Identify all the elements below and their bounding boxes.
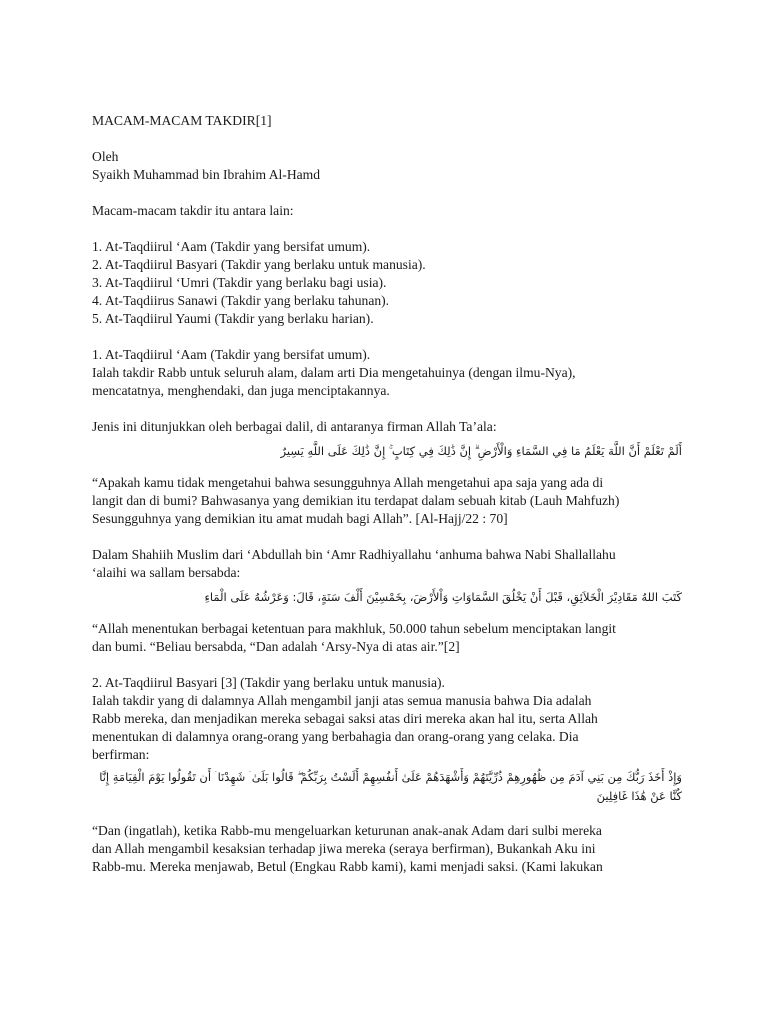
translation-text: dan bumi. “Beliau bersabda, “Dan adalah ‘Arsy-Nya di atas air.”[2] [92, 639, 460, 654]
list-item: 5. At-Taqdiirul Yaumi (Takdir yang berlaku harian). [92, 311, 374, 326]
section1-heading: 1. At-Taqdiirul ‘Aam (Takdir yang bersifat umum). [92, 347, 371, 362]
document-title: MACAM-MACAM TAKDIR[1] [92, 113, 272, 128]
intro-text: Macam-macam takdir itu antara lain: [92, 203, 294, 218]
list-item: 3. At-Taqdiirul ‘Umri (Takdir yang berlaku bagi usia). [92, 275, 387, 290]
list-item: 2. At-Taqdiirul Basyari (Takdir yang berlaku untuk manusia). [92, 257, 426, 272]
translation-text: “Allah menentukan berbagai ketentuan para makhluk, 50.000 tahun sebelum menciptakan langit [92, 621, 616, 636]
arabic-hadith: كَتَبَ اللهُ مَقَادِيْرَ الْخَلاَئِقِ، قَبْلَ أَنْ يَخْلُقَ السَّمَاوَاتِ وَاْلأَرْضَ، بِخَمْسِيْنَ أَلْفَ سَنَةٍ، قَالَ: وَعَرْشُهُ عَلَى الْمَاءِ [204, 590, 682, 604]
spacer [92, 130, 682, 148]
spacer [92, 612, 682, 620]
spacer [92, 220, 682, 238]
section1-text: Ialah takdir Rabb untuk seluruh alam, dalam arti Dia mengetahuinya (dengan ilmu-Nya), [92, 365, 576, 380]
spacer [92, 656, 682, 674]
author-prefix: Oleh [92, 149, 119, 164]
dalil-intro: Jenis ini ditunjukkan oleh berbagai dalil, di antaranya firman Allah Ta’ala: [92, 419, 497, 434]
translation-text: Rabb-mu. Mereka menjawab, Betul (Engkau Rabb kami), kami menjadi saksi. (Kami lakukan [92, 859, 603, 874]
section2-heading: 2. At-Taqdiirul Basyari [3] (Takdir yang berlaku untuk manusia). [92, 675, 445, 690]
arabic-verse: وَإِذْ أَخَذَ رَبُّكَ مِن بَنِي آدَمَ مِن ظُهُورِهِمْ ذُرِّيَّتَهُمْ وَأَشْهَدَهُمْ عَلَىٰ أَنفُسِهِمْ أَلَسْتُ بِرَبِّكُمْ ۖ قَالُوا بَلَىٰ ۛ شَهِدْنَا ۛ أَن تَقُولُوا يَوْمَ الْقِيَامَةِ إِنَّا كُنَّا عَنْ هَٰذَا غَافِلِينَ [99, 770, 682, 803]
translation-text: “Apakah kamu tidak mengetahui bahwa sesungguhnya Allah mengetahui apa saja yang ada di [92, 475, 604, 490]
spacer [92, 400, 682, 418]
hadith-intro: Dalam Shahiih Muslim dari ‘Abdullah bin ‘Amr Radhiyallahu ‘anhuma bahwa Nabi Shallallahu [92, 547, 616, 562]
spacer [92, 328, 682, 346]
translation-text: Sesungguhnya yang demikian itu amat mudah bagi Allah”. [Al-Hajj/22 : 70] [92, 511, 508, 526]
list-item: 1. At-Taqdiirul ‘Aam (Takdir yang bersifat umum). [92, 239, 371, 254]
arabic-verse: أَلَمْ تَعْلَمْ أَنَّ اللَّهَ يَعْلَمُ مَا فِي السَّمَاءِ وَالْأَرْضِ ۗ إِنَّ ذَٰلِكَ فِي كِتَابٍ ۚ إِنَّ ذَٰلِكَ عَلَى اللَّهِ يَسِيرٌ [280, 444, 682, 458]
list-item: 4. At-Taqdiirus Sanawi (Takdir yang berlaku tahunan). [92, 293, 390, 308]
section1-text: mencatatnya, menghendaki, dan juga menciptakannya. [92, 383, 390, 398]
spacer [92, 810, 682, 822]
section2-text: menentukan di dalamnya orang-orang yang berbahagia dan orang-orang yang celaka. Dia [92, 729, 579, 744]
section2-text: Ialah takdir yang di dalamnya Allah mengambil janji atas semua manusia bahwa Dia adalah [92, 693, 592, 708]
section2-text: berfirman: [92, 747, 150, 762]
translation-text: dan Allah mengambil kesaksian terhadap jiwa mereka (seraya berfirman), Bukankah Aku ini [92, 841, 596, 856]
author-name: Syaikh Muhammad bin Ibrahim Al-Hamd [92, 167, 321, 182]
hadith-intro: ‘alaihi wa sallam bersabda: [92, 565, 241, 580]
section2-text: Rabb mereka, dan menjadikan mereka sebagai saksi atas diri mereka akan hal itu, serta Allah [92, 711, 598, 726]
spacer [92, 184, 682, 202]
spacer [92, 466, 682, 474]
translation-text: langit dan di bumi? Bahwasanya yang demikian itu terdapat dalam sebuah kitab (Lauh Mahfuzh) [92, 493, 620, 508]
spacer [92, 528, 682, 546]
translation-text: “Dan (ingatlah), ketika Rabb-mu mengeluarkan keturunan anak-anak Adam dari sulbi mereka [92, 823, 602, 838]
document-page [92, 112, 682, 876]
